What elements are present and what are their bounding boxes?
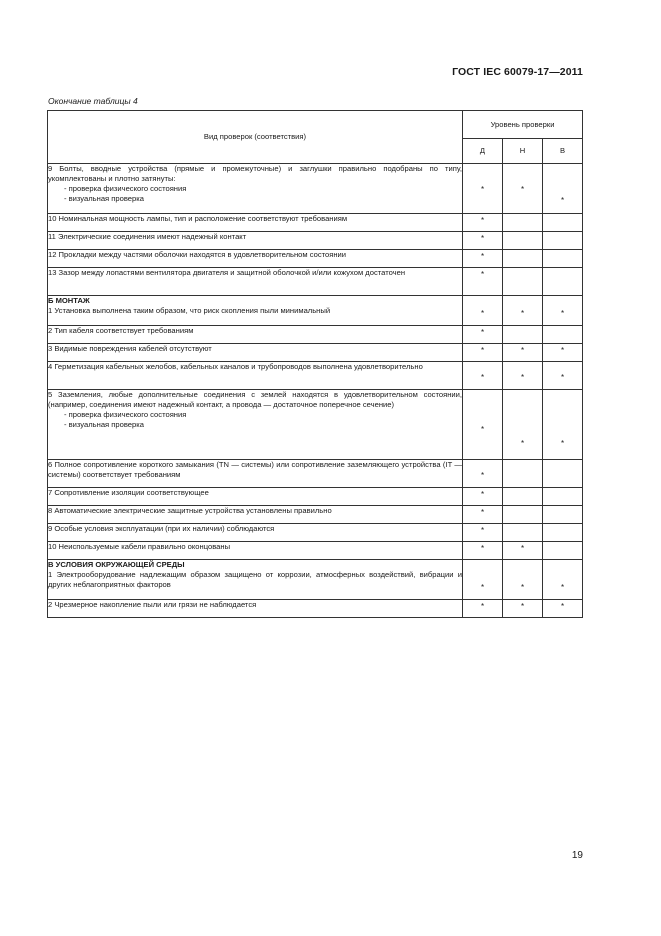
check-mark: * xyxy=(560,346,565,355)
row-text: 9 Болты, вводные устройства (прямые и промежуточные) и заглушки правильно подобраны по типу, укомплектованы и плотно затянуты: xyxy=(48,164,462,183)
row-text: 2 Тип кабеля соответствует требованиям xyxy=(48,326,194,335)
check-mark: * xyxy=(560,196,565,205)
row-subitem: - проверка физического состояния xyxy=(64,183,187,193)
table-row xyxy=(48,600,583,618)
row-description xyxy=(48,560,463,600)
row-description xyxy=(48,488,463,506)
level-cell-n xyxy=(503,506,543,524)
row-text: 11 Электрические соединения имеют надежный контакт xyxy=(48,232,247,241)
column-header-inspection-level: Уровень проверки xyxy=(463,111,583,139)
level-cell-n xyxy=(503,326,543,344)
row-text: 4 Герметизация кабельных желобов, кабельных каналов и трубопроводов выполнена удовлетворительно xyxy=(48,362,423,371)
row-text: 7 Сопротивление изоляции соответствующее xyxy=(48,488,209,497)
level-cell-n xyxy=(503,214,543,232)
table-row xyxy=(48,506,583,524)
table-row xyxy=(48,524,583,542)
page-number: 19 xyxy=(571,850,583,861)
check-mark: * xyxy=(560,439,565,448)
row-subitem: - проверка физического состояния xyxy=(64,409,187,419)
check-mark: * xyxy=(480,346,485,355)
level-cell-d xyxy=(463,344,503,362)
check-mark: * xyxy=(480,583,485,592)
check-mark: * xyxy=(480,328,485,337)
level-cell-d xyxy=(463,296,503,326)
level-cell-d xyxy=(463,214,503,232)
table-row xyxy=(48,250,583,268)
level-cell-d xyxy=(463,488,503,506)
level-cell-n xyxy=(503,488,543,506)
inspection-table xyxy=(47,110,583,618)
level-cell-n xyxy=(503,560,543,600)
row-text: 12 Прокладки между частями оболочки находятся в удовлетворительном состоянии xyxy=(48,250,347,259)
table-row xyxy=(48,326,583,344)
row-text: 2 Чрезмерное накопление пыли или грязи не наблюдается xyxy=(48,600,257,609)
check-mark: * xyxy=(520,185,525,194)
level-cell-n xyxy=(503,250,543,268)
level-cell-v xyxy=(543,506,583,524)
row-description xyxy=(48,524,463,542)
check-mark: * xyxy=(480,425,485,434)
row-text: 1 Установка выполнена таким образом, что риск скопления пыли минимальный xyxy=(48,305,331,315)
row-text: 13 Зазор между лопастями вентилятора двигателя и защитной оболочкой и/или кожухом достаточен xyxy=(48,268,406,277)
check-mark: * xyxy=(480,309,485,318)
row-text: 1 Электрооборудование надлежащим образом защищено от коррозии, атмосферных воздействий, вибрации и других неблагоприятных факторов xyxy=(48,569,462,589)
check-mark: * xyxy=(520,346,525,355)
level-cell-d xyxy=(463,362,503,390)
check-mark: * xyxy=(480,270,485,279)
check-mark: * xyxy=(560,373,565,382)
level-cell-v xyxy=(543,250,583,268)
row-description xyxy=(48,344,463,362)
column-header-inspection-type: Вид проверок (соответствия) xyxy=(48,111,463,164)
check-mark: * xyxy=(520,583,525,592)
table-row xyxy=(48,164,583,214)
level-cell-v xyxy=(543,524,583,542)
level-cell-v xyxy=(543,488,583,506)
check-mark: * xyxy=(480,252,485,261)
row-text: 8 Автоматические электрические защитные устройства установлены правильно xyxy=(48,506,332,515)
row-text: 10 Неиспользуемые кабели правильно оконцованы xyxy=(48,542,231,551)
level-cell-v xyxy=(543,214,583,232)
check-mark: * xyxy=(480,234,485,243)
table-row xyxy=(48,460,583,488)
row-description xyxy=(48,250,463,268)
level-cell-d xyxy=(463,542,503,560)
level-cell-n xyxy=(503,542,543,560)
level-cell-v xyxy=(543,326,583,344)
check-mark: * xyxy=(480,216,485,225)
row-subitem: - визуальная проверка xyxy=(64,419,144,429)
level-cell-v xyxy=(543,164,583,214)
row-description xyxy=(48,506,463,524)
level-cell-n xyxy=(503,460,543,488)
section-title: В УСЛОВИЯ ОКРУЖАЮЩЕЙ СРЕДЫ xyxy=(48,560,185,569)
level-cell-n xyxy=(503,164,543,214)
check-mark: * xyxy=(560,583,565,592)
level-cell-d xyxy=(463,250,503,268)
level-cell-d xyxy=(463,506,503,524)
level-cell-n xyxy=(503,600,543,618)
column-header-level-v: В xyxy=(543,139,583,164)
check-mark: * xyxy=(480,373,485,382)
level-cell-n xyxy=(503,390,543,460)
level-cell-d xyxy=(463,524,503,542)
table-row xyxy=(48,296,583,326)
table-row xyxy=(48,214,583,232)
check-mark: * xyxy=(520,439,525,448)
level-cell-v xyxy=(543,600,583,618)
check-mark: * xyxy=(480,508,485,517)
section-title: Б МОНТАЖ xyxy=(48,296,90,305)
table-caption: Окончание таблицы 4 xyxy=(48,96,138,106)
level-cell-d xyxy=(463,232,503,250)
row-text: 3 Видимые повреждения кабелей отсутствуют xyxy=(48,344,212,353)
check-mark: * xyxy=(520,602,525,611)
row-subitem: - визуальная проверка xyxy=(64,193,144,203)
level-cell-v xyxy=(543,390,583,460)
check-mark: * xyxy=(480,602,485,611)
row-description xyxy=(48,296,463,326)
level-cell-v xyxy=(543,362,583,390)
table-row xyxy=(48,488,583,506)
row-description xyxy=(48,390,463,460)
level-cell-n xyxy=(503,232,543,250)
table-row xyxy=(48,268,583,296)
check-mark: * xyxy=(560,602,565,611)
row-text: 10 Номинальная мощность лампы, тип и расположение соответствуют требованиям xyxy=(48,214,348,223)
check-mark: * xyxy=(480,471,485,480)
level-cell-n xyxy=(503,296,543,326)
table-body xyxy=(48,164,583,618)
column-header-level-d: Д xyxy=(463,139,503,164)
check-mark: * xyxy=(480,544,485,553)
check-mark: * xyxy=(480,490,485,499)
document-standard-header: ГОСТ IEC 60079-17—2011 xyxy=(452,66,583,78)
row-description xyxy=(48,164,463,214)
check-mark: * xyxy=(480,185,485,194)
table-row xyxy=(48,232,583,250)
level-cell-v xyxy=(543,542,583,560)
table-row xyxy=(48,362,583,390)
row-description xyxy=(48,326,463,344)
level-cell-v xyxy=(543,296,583,326)
row-text: 5 Заземления, любые дополнительные соединения с землей находятся в удовлетворительном состоянии, (например, соединения имеют надежный контакт, а провода — достаточное поперечное сечение) xyxy=(48,390,462,409)
table-row xyxy=(48,542,583,560)
level-cell-v xyxy=(543,560,583,600)
level-cell-v xyxy=(543,344,583,362)
check-mark: * xyxy=(520,373,525,382)
level-cell-v xyxy=(543,460,583,488)
row-text: 6 Полное сопротивление короткого замыкания (TN — системы) или сопротивление заземляющего устройства (IT — системы) соответствует требованиям xyxy=(48,460,462,479)
level-cell-n xyxy=(503,344,543,362)
level-cell-d xyxy=(463,268,503,296)
table-row xyxy=(48,560,583,600)
row-description xyxy=(48,232,463,250)
level-cell-n xyxy=(503,268,543,296)
check-mark: * xyxy=(520,544,525,553)
row-text: 9 Особые условия эксплуатации (при их наличии) соблюдаются xyxy=(48,524,275,533)
row-description xyxy=(48,600,463,618)
row-description xyxy=(48,542,463,560)
level-cell-d xyxy=(463,600,503,618)
row-description xyxy=(48,214,463,232)
check-mark: * xyxy=(520,309,525,318)
row-description xyxy=(48,268,463,296)
check-mark: * xyxy=(560,309,565,318)
level-cell-d xyxy=(463,326,503,344)
row-description xyxy=(48,362,463,390)
table-row xyxy=(48,390,583,460)
column-header-level-n: Н xyxy=(503,139,543,164)
level-cell-n xyxy=(503,524,543,542)
row-description xyxy=(48,460,463,488)
table-row xyxy=(48,344,583,362)
check-mark: * xyxy=(480,526,485,535)
level-cell-n xyxy=(503,362,543,390)
level-cell-v xyxy=(543,232,583,250)
level-cell-v xyxy=(543,268,583,296)
level-cell-d xyxy=(463,460,503,488)
level-cell-d xyxy=(463,560,503,600)
level-cell-d xyxy=(463,164,503,214)
level-cell-d xyxy=(463,390,503,460)
